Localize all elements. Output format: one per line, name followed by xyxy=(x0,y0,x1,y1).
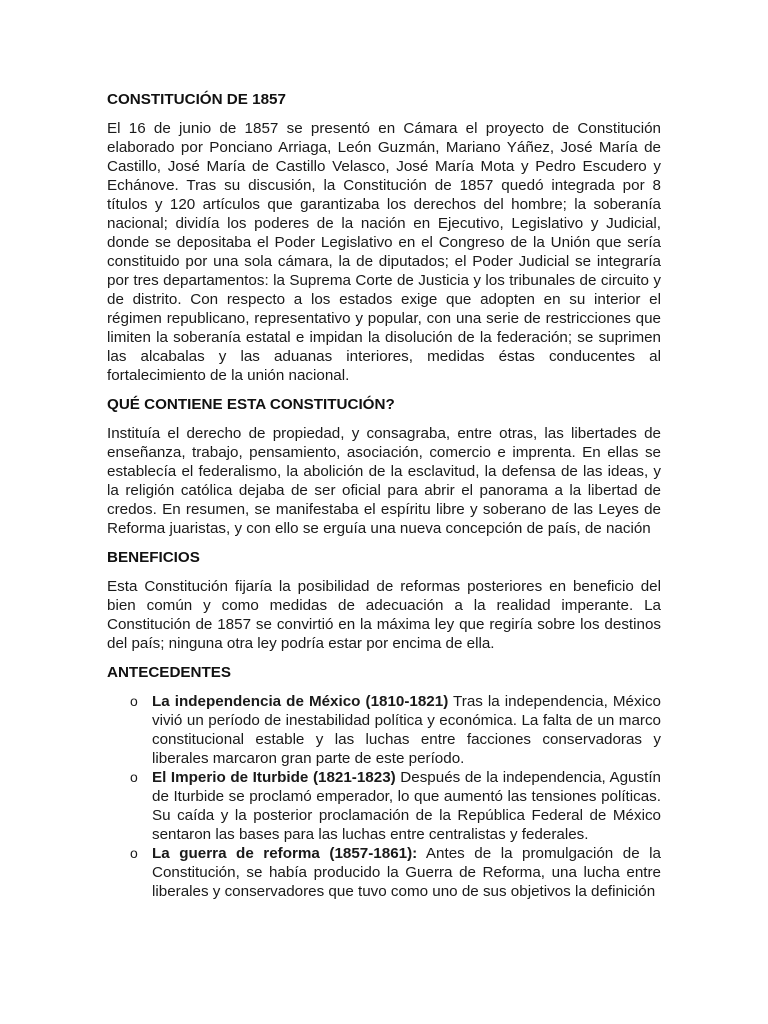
section-heading-constitucion: CONSTITUCIÓN DE 1857 xyxy=(107,91,286,108)
list-item xyxy=(130,768,661,844)
bullet-marker: o xyxy=(130,845,138,861)
section-heading-antecedentes: ANTECEDENTES xyxy=(107,664,232,681)
section-body-beneficios: Esta Constitución fijaría la posibilidad de reformas posteriores en beneficio del bien común y como medidas de adecuación a la realidad imperante. La Constitución de 1857 se convirtió en la máxima ley que regiría sobre los destinos del país; ninguna otra ley podría estar por encima de ella. xyxy=(107,578,661,652)
document-page xyxy=(107,90,661,901)
list-item-term: El Imperio de Iturbide (1821-1823) xyxy=(152,769,396,786)
list-item-text: Tras la independencia, México vivió un período de inestabilidad política y económica. La falta de un marco constitucional estable y las luchas entre facciones conservadoras y liberales marcaron gran parte de este período. xyxy=(152,693,661,767)
list-item xyxy=(130,844,661,901)
list-item-term: La independencia de México (1810-1821) xyxy=(152,693,449,710)
antecedentes-list xyxy=(107,692,661,901)
list-item-text: Antes de la promulgación de la Constitución, se había producido la Guerra de Reforma, una lucha entre liberales y conservadores que tuvo como uno de sus objetivos la definición xyxy=(152,845,661,900)
section-body-constitucion: El 16 de junio de 1857 se presentó en Cámara el proyecto de Constitución elaborado por Ponciano Arriaga, León Guzmán, Mariano Yáñez, José María de Castillo, José María de Castillo Velasco, José María Mota y Pedro Escudero y Echánove. Tras su discusión, la Constitución de 1857 quedó integrada por 8 títulos y 120 artículos que garantizaba los derechos del hombre; la soberanía nacional; dividía los poderes de la nación en Ejecutivo, Legislativo y Judicial, donde se depositaba el Poder Legislativo en el Congreso de la Unión que sería constituido por una sola cámara, la de diputados; el Poder Judicial se integraría por tres departamentos: la Suprema Corte de Justicia y los tribunales de circuito y de distrito. Con respecto a los estados exige que adopten en su interior el régimen republicano, representativo y popular, con una serie de restricciones que limiten la soberanía estatal e impidan la disolución de la federación; se suprimen las alcabalas y las aduanas interiores, medidas éstas conducentes al fortalecimiento de la unión nacional. xyxy=(107,120,661,384)
section-body-contenido: Instituía el derecho de propiedad, y consagraba, entre otras, las libertades de enseñanza, trabajo, pensamiento, asociación, comercio e imprenta. En ellas se establecía el federalismo, la abolición de la esclavitud, la defensa de las ideas, y la religión católica dejaba de ser oficial para abrir el panorama a la libertad de credos. En resumen, se manifestaba el espíritu libre y soberano de las Leyes de Reforma juaristas, y con ello se erguía una nueva concepción de país, de nación xyxy=(107,425,661,537)
bullet-marker: o xyxy=(130,693,138,709)
list-item-term: La guerra de reforma (1857-1861): xyxy=(152,845,418,862)
bullet-marker: o xyxy=(130,769,138,785)
section-heading-contenido: QUÉ CONTIENE ESTA CONSTITUCIÓN? xyxy=(107,396,395,413)
list-item xyxy=(130,692,661,768)
list-item-text: Después de la independencia, Agustín de Iturbide se proclamó emperador, lo que aumentó las tensiones políticas. Su caída y la posterior proclamación de la República Federal de México sentaron las bases para las luchas entre centralistas y federales. xyxy=(152,769,661,843)
section-heading-beneficios: BENEFICIOS xyxy=(107,549,200,566)
